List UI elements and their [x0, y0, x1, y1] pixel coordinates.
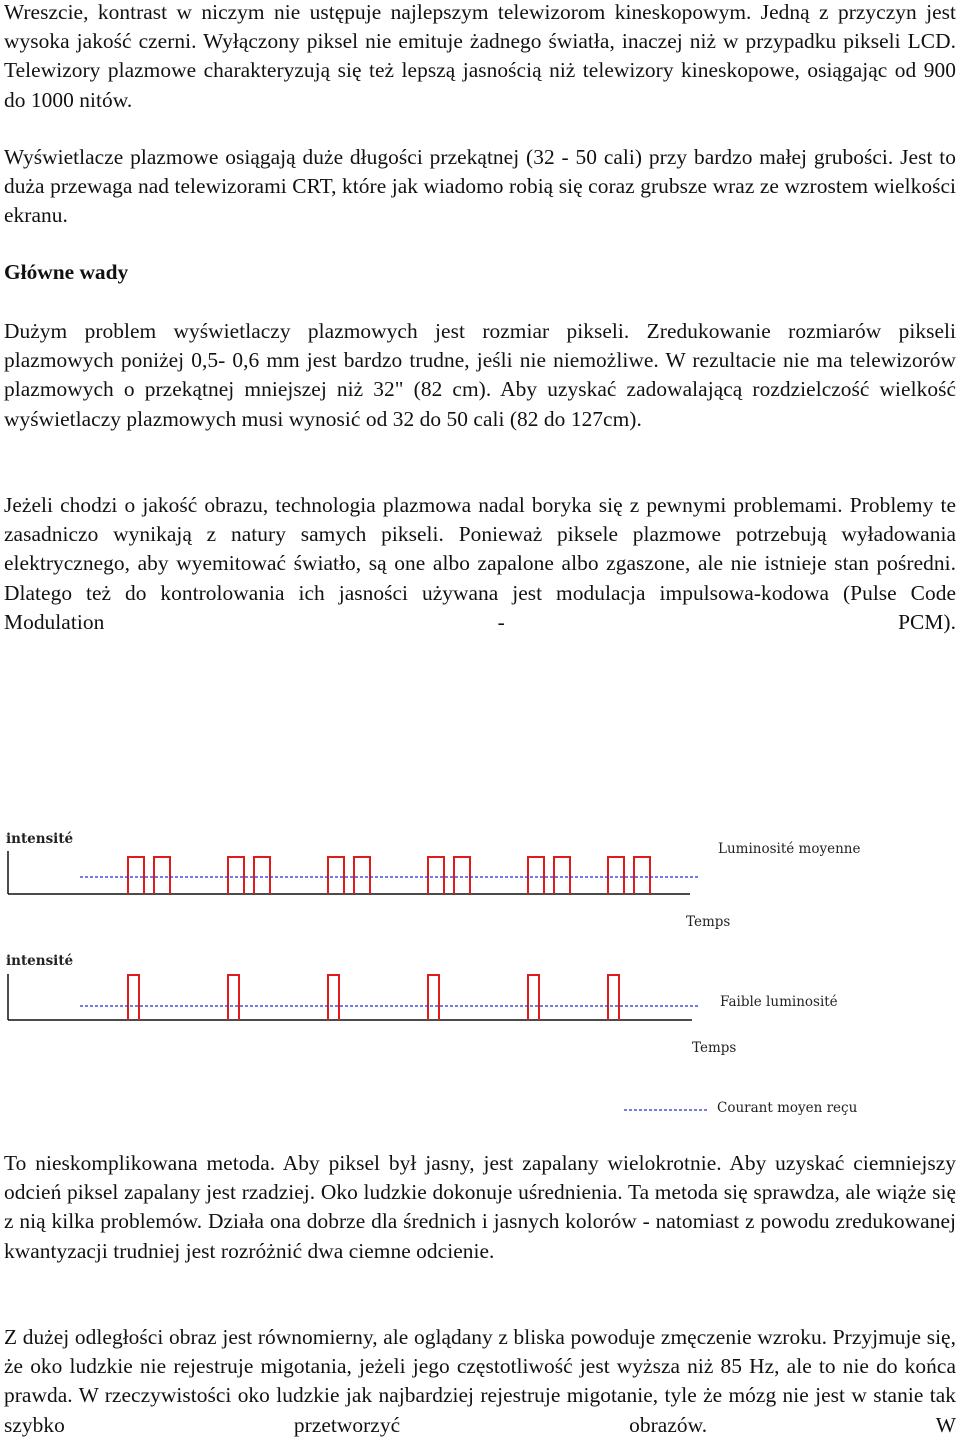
- bottom-pulse-train: [128, 975, 619, 1020]
- bottom-time-label: Temps: [692, 1040, 737, 1056]
- pulse-mark: [608, 857, 624, 894]
- pulse-mark: [128, 857, 144, 894]
- legend-label: Courant moyen reçu: [717, 1100, 858, 1116]
- bottom-level-label: Faible luminosité: [720, 994, 838, 1010]
- paragraph-pixel-size: Dużym problem wyświetlaczy plazmowych jest rozmiar pikseli. Zredukowanie rozmiarów pikseli plazmowych poniżej 0,5- 0,6 mm jest bardzo trudne, jeśli nie niemożliwe. W rezultacie nie ma telewizorów plazmowych o przekątnej mniejszej niż 32" (82 cm). Aby uzyskać zadowalającą rozdzielczość wielkość wyświetlaczy plazmowych musi wynosić od 32 do 50 cali (82 do 127cm).: [4, 319, 956, 431]
- paragraph-contrast: Wreszcie, kontrast w niczym nie ustępuje najlepszym telewizorom kineskopowym. Jedną z przyczyn jest wysoka jakość czerni. Wyłączony piksel nie emituje żadnego światła, inaczej niż w przypadku pikseli LCD. Telewizory plazmowe charakteryzują się też lepszą jasnością niż telewizory kineskopowe, osiągając od 900 do 1000 nitów.: [4, 0, 956, 112]
- pulse-mark: [428, 857, 444, 894]
- pulse-mark: [554, 857, 570, 894]
- pulse-mark: [634, 857, 650, 894]
- pulse-mark: [528, 857, 544, 894]
- pulse-mark: [428, 975, 439, 1020]
- pulse-mark: [328, 975, 339, 1020]
- top-level-label: Luminosité moyenne: [718, 841, 861, 857]
- pulse-mark: [228, 857, 244, 894]
- paragraph-image-quality: Jeżeli chodzi o jakość obrazu, technologia plazmowa nadal boryka się z pewnymi problemami. Problemy te zasadniczo wynikają z natury samych pikseli. Ponieważ piksele plazmowe potrzebują wyładowania elektrycznego, aby wyemitować światło, są one albo zapalone albo zgaszone, ale nie istnieje stan pośredni. Dlatego też do kontrolowania ich jasności używana jest modulacja impulsowa-kodowa (Pulse Code Modulation - PCM).: [4, 493, 956, 634]
- pwm-diagram: [0, 686, 960, 1126]
- paragraph-diagonal: Wyświetlacze plazmowe osiągają duże długości przekątnej (32 - 50 cali) przy bardzo małej grubości. Jest to duża przewaga nad telewizorami CRT, które jak wiadomo robią się coraz grubsze wraz ze wzrostem wielkości ekranu.: [4, 145, 956, 228]
- pulse-mark: [328, 857, 344, 894]
- top-time-label: Temps: [686, 914, 731, 930]
- section-heading: Główne wady: [4, 260, 129, 284]
- pulse-mark: [608, 975, 619, 1020]
- pulse-mark: [454, 857, 470, 894]
- pulse-mark: [128, 975, 139, 1020]
- pulse-mark: [528, 975, 539, 1020]
- pulse-mark: [228, 975, 239, 1020]
- top-axis-label: intensité: [6, 831, 74, 847]
- pulse-mark: [354, 857, 370, 894]
- pulse-mark: [254, 857, 270, 894]
- paragraph-method: To nieskomplikowana metoda. Aby piksel był jasny, jest zapalany wielokrotnie. Aby uzyskać ciemniejszy odcień piksel zapalany jest rzadziej. Oko ludzkie dokonuje uśrednienia. Ta metoda się sprawdza, ale wiąże się z nią kilka problemów. Działa ona dobrze dla średnich i jasnych kolorów - natomiast z powodu zredukowanej kwantyzacji trudniej jest rozróżnić dwa ciemne odcienie.: [4, 1151, 956, 1263]
- pulse-mark: [154, 857, 170, 894]
- bottom-axis-label: intensité: [6, 953, 74, 969]
- top-pulse-train: [128, 857, 650, 894]
- pwm-diagram-svg: [0, 686, 960, 1126]
- paragraph-flicker: Z dużej odległości obraz jest równomierny, ale oglądany z bliska powoduje zmęczenie wzroku. Przyjmuje się, że oko ludzkie nie rejestruje migotania, jeżeli jego częstotliwość jest wyższa niż 85 Hz, ale to nie do końca prawda. W rzeczywistości oko ludzkie jak najbardziej rejestruje migotanie, tyle że mózg nie jest w stanie tak szybko przetworzyć obrazów. W: [4, 1325, 956, 1437]
